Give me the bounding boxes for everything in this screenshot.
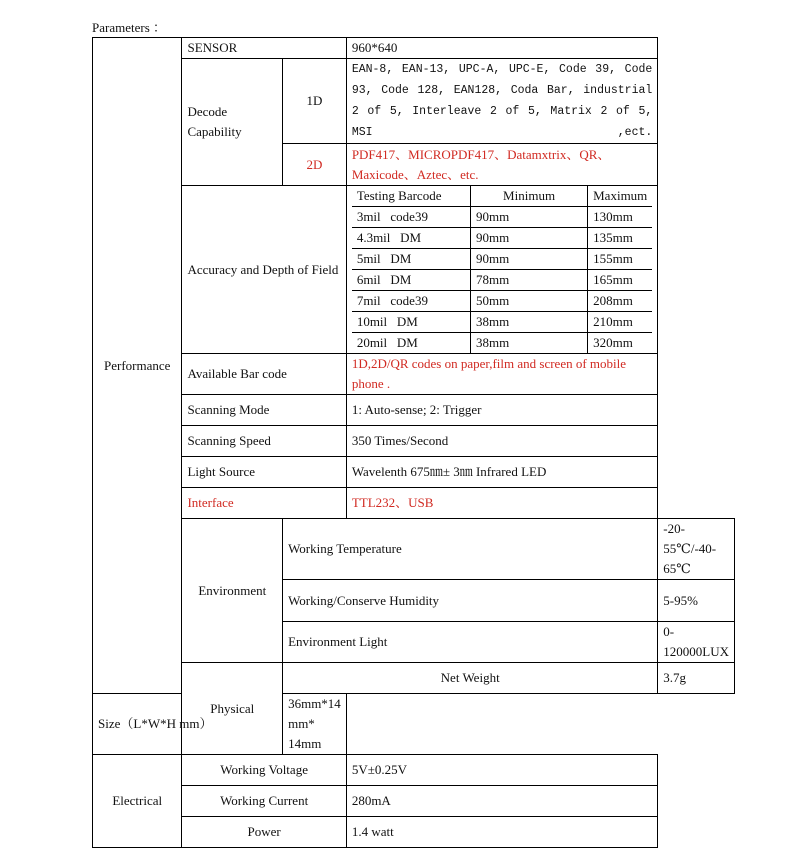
dof-row xyxy=(352,249,652,270)
dof-header-row xyxy=(352,186,652,207)
scan-mode-row xyxy=(93,395,735,426)
power-row xyxy=(93,817,735,848)
dof-barcode: 20mil DM xyxy=(352,333,471,354)
barcode-label: Available Bar code xyxy=(182,354,346,395)
barcode-value: 1D,2D/QR codes on paper,film and screen of mobile phone . xyxy=(346,354,657,395)
dof-row xyxy=(352,207,652,228)
dof-row xyxy=(352,228,652,249)
temperature-value: -20-55℃/-40-65℃ xyxy=(658,519,735,580)
sensor-row xyxy=(93,38,735,59)
dof-minimum: 50mm xyxy=(470,291,587,312)
scan-mode-value: 1: Auto-sense; 2: Trigger xyxy=(346,395,657,426)
power-value: 1.4 watt xyxy=(346,817,657,848)
voltage-row xyxy=(93,755,735,786)
humidity-value: 5-95% xyxy=(658,580,735,622)
current-value: 280mA xyxy=(346,786,657,817)
dof-maximum: 130mm xyxy=(588,207,653,228)
dof-header-maximum: Maximum xyxy=(588,186,653,207)
size-label: Size（L*W*H mm） xyxy=(93,694,283,755)
dof-header-barcode: Testing Barcode xyxy=(352,186,471,207)
dof-maximum: 155mm xyxy=(588,249,653,270)
interface-value: TTL232、USB xyxy=(346,488,657,519)
decode-2d-label: 2D xyxy=(283,144,347,186)
parameters-table xyxy=(92,37,735,848)
accuracy-label: Accuracy and Depth of Field xyxy=(182,186,346,354)
light-source-value: Wavelenth 675㎚± 3㎚ Infrared LED xyxy=(346,457,657,488)
dof-minimum: 38mm xyxy=(470,312,587,333)
net-weight-value: 3.7g xyxy=(658,663,735,694)
dof-maximum: 135mm xyxy=(588,228,653,249)
barcode-row xyxy=(93,354,735,395)
dof-barcode: 3mil code39 xyxy=(352,207,471,228)
category-environment: Environment xyxy=(182,519,283,663)
scan-speed-label: Scanning Speed xyxy=(182,426,346,457)
category-physical: Physical xyxy=(182,663,283,755)
current-label: Working Current xyxy=(182,786,346,817)
decode-1d-label: 1D xyxy=(283,59,347,144)
sensor-value: 960*640 xyxy=(346,38,657,59)
dof-header-minimum: Minimum xyxy=(470,186,587,207)
dof-minimum: 90mm xyxy=(470,207,587,228)
dof-barcode: 7mil code39 xyxy=(352,291,471,312)
dof-row xyxy=(352,333,652,354)
dof-barcode: 5mil DM xyxy=(352,249,471,270)
accuracy-row xyxy=(93,186,735,354)
dof-barcode: 4.3mil DM xyxy=(352,228,471,249)
page-heading: Parameters ： xyxy=(92,20,167,35)
humidity-label: Working/Conserve Humidity xyxy=(283,580,658,622)
decode-1d-value: EAN-8, EAN-13, UPC-A, UPC-E, Code 39, Code 93, Code 128, EAN128, Coda Bar, industrial 2 of 5, Interleave 2 of 5, Matrix 2 of 5, MSI ,ect. xyxy=(346,59,657,144)
category-electrical: Electrical xyxy=(93,755,182,848)
scan-mode-label: Scanning Mode xyxy=(182,395,346,426)
dof-minimum: 90mm xyxy=(470,249,587,270)
environment-light-value: 0-120000LUX xyxy=(658,622,735,663)
dof-row xyxy=(352,291,652,312)
decode-2d-value: PDF417、MICROPDF417、Datamxtrix、QR、Maxicode、Aztec、etc. xyxy=(346,144,657,186)
voltage-value: 5V±0.25V xyxy=(346,755,657,786)
depth-of-field-table xyxy=(352,186,652,353)
dof-barcode: 10mil DM xyxy=(352,312,471,333)
dof-maximum: 208mm xyxy=(588,291,653,312)
decode-label: Decode Capability xyxy=(182,59,283,186)
scan-speed-row xyxy=(93,426,735,457)
temperature-label: Working Temperature xyxy=(283,519,658,580)
size-value: 36mm*14 mm* 14mm xyxy=(283,694,347,755)
decode-1d-row xyxy=(93,59,735,144)
voltage-label: Working Voltage xyxy=(182,755,346,786)
interface-label: Interface xyxy=(182,488,346,519)
dof-row xyxy=(352,270,652,291)
dof-maximum: 320mm xyxy=(588,333,653,354)
dof-barcode: 6mil DM xyxy=(352,270,471,291)
net-weight-label: Net Weight xyxy=(283,663,658,694)
light-source-row xyxy=(93,457,735,488)
dof-minimum: 78mm xyxy=(470,270,587,291)
dof-maximum: 165mm xyxy=(588,270,653,291)
net-weight-row xyxy=(93,663,735,694)
category-performance: Performance xyxy=(93,38,182,694)
size-row xyxy=(93,694,735,755)
dof-minimum: 38mm xyxy=(470,333,587,354)
accuracy-table-cell xyxy=(346,186,657,354)
scan-speed-value: 350 Times/Second xyxy=(346,426,657,457)
current-row xyxy=(93,786,735,817)
temperature-row xyxy=(93,519,735,580)
power-label: Power xyxy=(182,817,346,848)
dof-maximum: 210mm xyxy=(588,312,653,333)
light-source-label: Light Source xyxy=(182,457,346,488)
environment-light-label: Environment Light xyxy=(283,622,658,663)
dof-row xyxy=(352,312,652,333)
dof-minimum: 90mm xyxy=(470,228,587,249)
sensor-label: SENSOR xyxy=(182,38,346,59)
interface-row xyxy=(93,488,735,519)
